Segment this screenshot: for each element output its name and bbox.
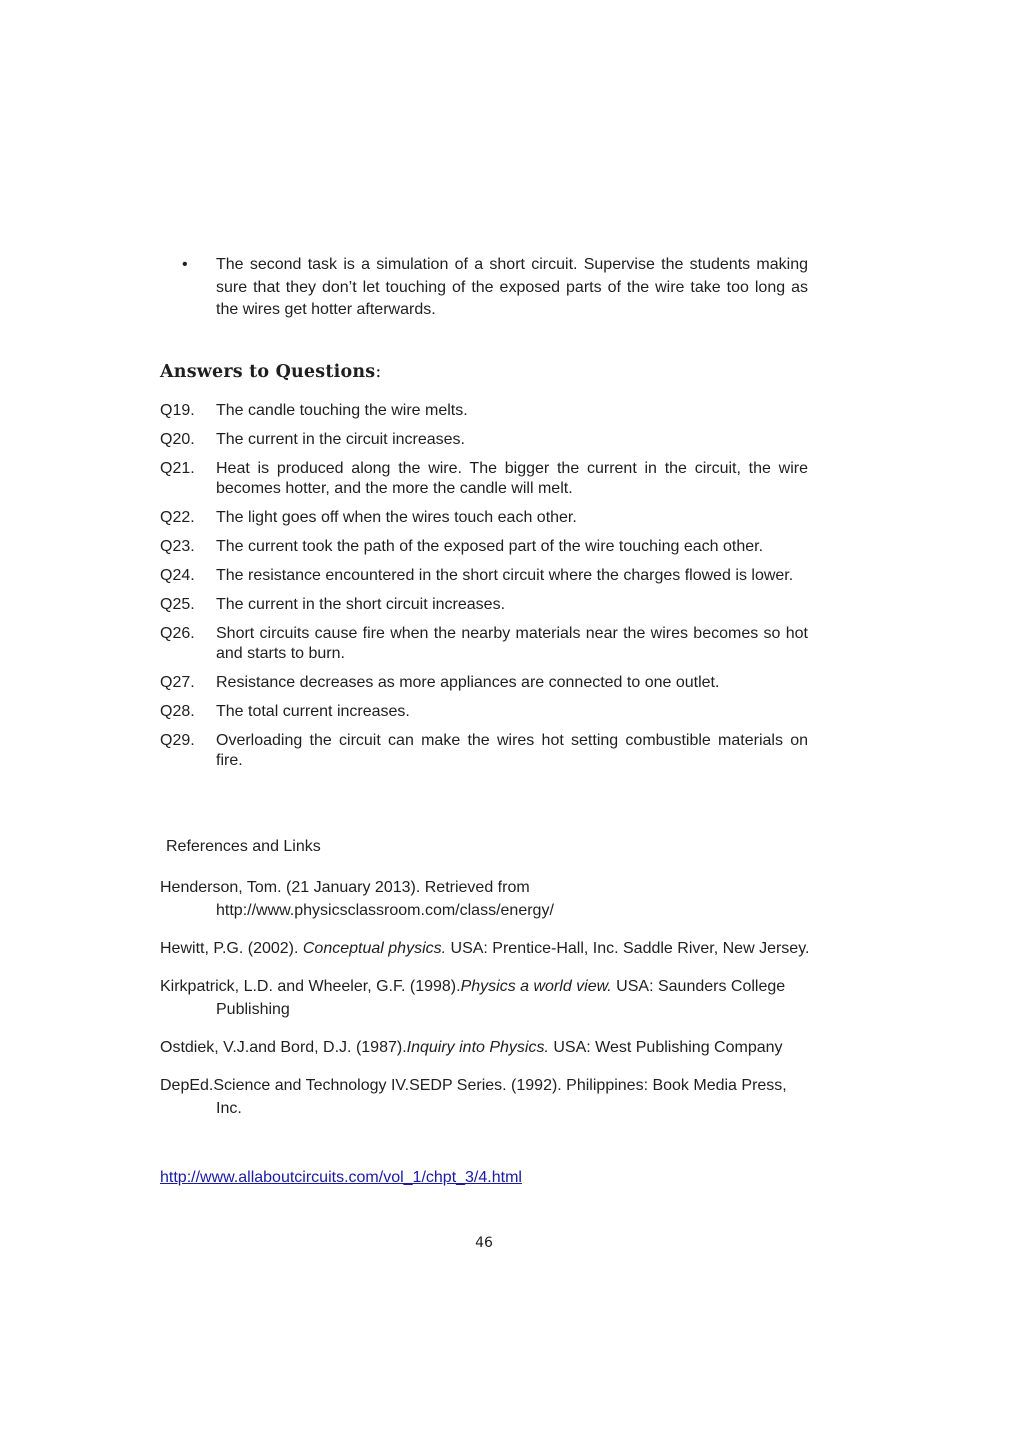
- reference-title: Conceptual physics.: [302, 940, 447, 957]
- answer-label: Q23.: [160, 538, 195, 555]
- answer-item-q23: [160, 537, 808, 557]
- page-number: 46: [475, 1235, 493, 1251]
- answer-label: Q27.: [160, 674, 195, 691]
- answer-text: The light goes off when the wires touch each other.: [216, 509, 577, 526]
- reference-link[interactable]: http://www.allaboutcircuits.com/vol_1/chpt_3/4.html: [160, 1169, 522, 1186]
- answer-text: Resistance decreases as more appliances are connected to one outlet.: [216, 674, 720, 691]
- answer-label: Q21.: [160, 460, 195, 477]
- answer-text: The current in the short circuit increases.: [216, 596, 506, 613]
- reference-text: USA: West Publishing Company: [548, 1039, 783, 1056]
- reference-item: [160, 1074, 810, 1120]
- reference-item: [160, 975, 810, 1021]
- answer-item-q22: [160, 508, 808, 528]
- answer-text: Heat is produced along the wire. The bigger the current in the circuit, the wire becomes hotter, and the more the candle will melt.: [216, 460, 808, 497]
- reference-item: [160, 1036, 810, 1059]
- answer-label: Q24.: [160, 567, 195, 584]
- answer-item-q29: [160, 731, 808, 771]
- answer-item-q19: [160, 401, 808, 421]
- answer-label: Q29.: [160, 732, 195, 749]
- answer-item-q24: [160, 566, 808, 586]
- answer-item-q28: [160, 702, 808, 722]
- reference-text: USA: Prentice-Hall, Inc. Saddle River, New Jersey.: [446, 940, 810, 957]
- answer-item-q21: [160, 459, 808, 499]
- answer-label: Q20.: [160, 431, 195, 448]
- reference-title: Inquiry into Physics.: [406, 1039, 549, 1056]
- answer-label: Q22.: [160, 509, 195, 526]
- answer-text: The resistance encountered in the short circuit where the charges flowed is lower.: [216, 567, 794, 584]
- reference-text: Henderson, Tom. (21 January 2013). Retrieved from http://www.physicsclassroom.com/class/energy/: [160, 879, 554, 919]
- answer-text: Short circuits cause fire when the nearby materials near the wires becomes so hot and starts to burn.: [216, 625, 808, 662]
- reference-item: [160, 937, 810, 960]
- answer-text: The total current increases.: [216, 703, 410, 720]
- answer-item-q26: [160, 624, 808, 664]
- answer-item-q27: [160, 673, 808, 693]
- answer-item-q25: [160, 595, 808, 615]
- bullet-item: [174, 254, 814, 322]
- reference-text: DepEd.Science and Technology IV.SEDP Series. (1992). Philippines: Book Media Press, Inc.: [160, 1077, 787, 1117]
- reference-text: Hewitt, P.G. (2002).: [160, 940, 303, 957]
- answer-text: The candle touching the wire melts.: [216, 402, 468, 419]
- answers-heading-text: Answers to Questions: [160, 362, 376, 382]
- reference-title: Physics a world view.: [460, 978, 612, 995]
- answer-text: Overloading the circuit can make the wires hot setting combustible materials on fire.: [216, 732, 808, 769]
- bullet-text: The second task is a simulation of a short circuit. Supervise the students making sure that they don’t let touching of the exposed parts of the wire take too long as the wires get hotter afterwards.: [216, 256, 808, 318]
- answer-label: Q28.: [160, 703, 195, 720]
- answers-heading: [160, 362, 381, 382]
- answer-label: Q25.: [160, 596, 195, 613]
- references-heading: References and Links: [166, 838, 321, 855]
- answer-text: The current took the path of the exposed part of the wire touching each other.: [216, 538, 764, 555]
- reference-text: Kirkpatrick, L.D. and Wheeler, G.F. (1998).: [160, 978, 461, 995]
- reference-text: Ostdiek, V.J.and Bord, D.J. (1987).: [160, 1039, 407, 1056]
- answer-label: Q19.: [160, 402, 195, 419]
- reference-text: USA: Saunders College Publishing: [216, 978, 786, 1018]
- bullet-dot: •: [182, 256, 188, 273]
- answer-text: The current in the circuit increases.: [216, 431, 465, 448]
- answers-heading-colon: :: [375, 362, 382, 382]
- reference-item: [160, 876, 810, 922]
- references-list: [160, 876, 810, 1135]
- answer-item-q20: [160, 430, 808, 450]
- answer-label: Q26.: [160, 625, 195, 642]
- answers-list: [160, 401, 808, 780]
